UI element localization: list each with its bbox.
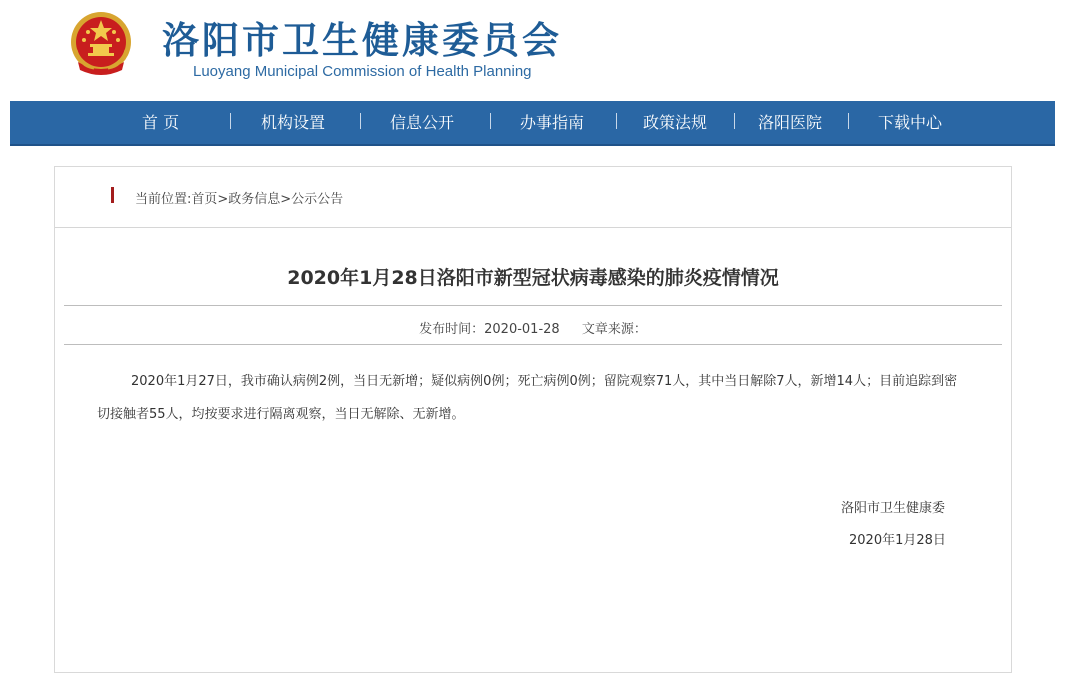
meta-divider [64,344,1002,345]
nav-item-download[interactable]: 下载中心 [878,113,943,132]
nav-separator [616,113,617,129]
nav-item-hospital[interactable]: 洛阳医院 [758,113,823,132]
site-subtitle: Luoyang Municipal Commission of Health Planning [193,63,532,80]
site-title: 洛阳市卫生健康委员会 [162,18,562,62]
nav-item-home[interactable]: 首 页 [142,113,180,132]
national-emblem-icon [68,10,134,78]
publish-date: 2020-01-28 [484,322,560,337]
signature-date: 2020年1月28日 [849,533,946,548]
breadcrumb [55,167,1011,228]
signature-organization: 洛阳市卫生健康委 [841,501,946,516]
article-body: 2020年1月27日，我市确认病例2例，当日无新增；疑似病例0例；死亡病例0例；留院观察71人，其中当日解除7人，新增14人；目前追踪到密切接触者55人，均按要求进行隔离观察，当日无解除、无新增。 [97,374,958,422]
nav-separator [230,113,231,129]
article-panel [54,166,1012,673]
nav-item-policy[interactable]: 政策法规 [643,113,708,132]
nav-item-guide[interactable]: 办事指南 [520,113,585,132]
breadcrumb-text: 当前位置:首页>政务信息>公示公告 [135,192,344,207]
publish-label: 发布时间： [419,322,485,337]
nav-separator [360,113,361,129]
nav-item-organization[interactable]: 机构设置 [261,113,326,132]
nav-item-information[interactable]: 信息公开 [390,113,455,132]
nav-separator [490,113,491,129]
site-header [0,0,1080,100]
nav-separator [848,113,849,129]
main-nav [10,101,1055,146]
breadcrumb-marker [111,187,114,203]
article-meta [55,318,1011,337]
title-divider [64,305,1002,306]
source-label: 文章来源： [581,322,647,337]
article-title: 2020年1月28日洛阳市新型冠状病毒感染的肺炎疫情情况 [287,267,779,289]
publish-time [419,322,560,337]
nav-separator [734,113,735,129]
